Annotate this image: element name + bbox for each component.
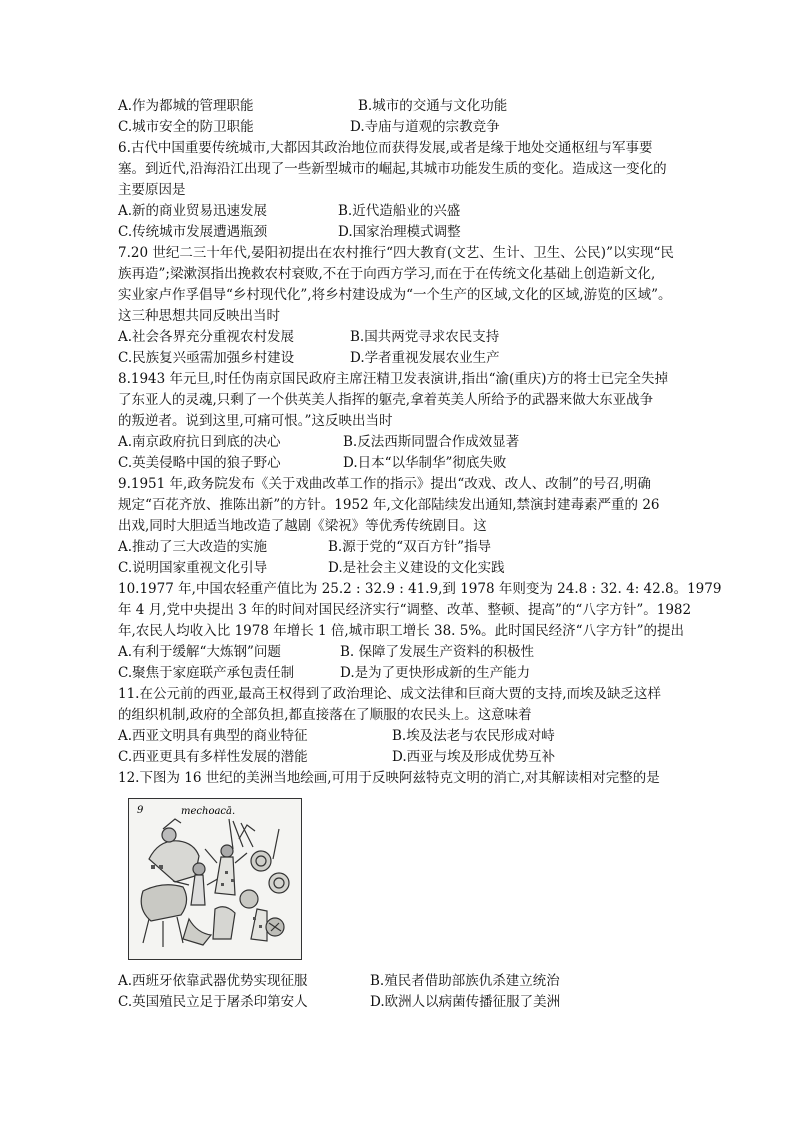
q8-stem-line-3: 的叛逆者。说到这里,可痛可恨。”这反映出当时: [118, 413, 393, 429]
q9-option-d[interactable]: D.是社会主义建设的文化实践: [328, 560, 505, 576]
q7-stem-line-3: 实业家卢作孚倡导“乡村现代化”,将乡村建设成为“一个生产的区域,文化的区域,游览的区域”。: [118, 287, 672, 303]
q9-option-c[interactable]: C.说明国家重视文化引导: [118, 560, 268, 576]
q11-option-c[interactable]: C.西亚更具有多样性发展的潜能: [118, 749, 308, 765]
q9-stem-line-1: 9.1951 年,政务院发布《关于戏曲改革工作的指示》提出“改戏、改人、改制”的号召,明确: [118, 476, 651, 492]
q11-stem-line-1: 11.在公元前的西亚,最高王权得到了政治理论、成文法律和巨商大贾的支持,而埃及缺乏这样: [118, 686, 662, 702]
q12-option-c[interactable]: C.英国殖民立足于屠杀印第安人: [118, 994, 308, 1010]
q8-option-a[interactable]: A.南京政府抗日到底的决心: [118, 434, 281, 450]
q6-stem-line-1: 6.古代中国重要传统城市,大都因其政治地位而获得发展,或者是缘于地处交通枢纽与军事要: [118, 140, 653, 156]
q11-stem-line-2: 的组织机制,政府的全部负担,都直接落在了顺服的农民头上。这意味着: [118, 707, 532, 723]
q5-option-a[interactable]: A.作为都城的管理职能: [118, 98, 254, 114]
figure-caption: mechoacā.: [181, 806, 236, 817]
q12-option-b[interactable]: B.殖民者借助部族仇杀建立统治: [370, 973, 560, 989]
q11-option-a[interactable]: A.西亚文明具有典型的商业特征: [118, 728, 308, 744]
q8-option-b[interactable]: B.反法西斯同盟合作成效显著: [343, 434, 520, 450]
q7-stem-line-2: 族再造”;梁漱溟指出挽救农村衰败,不在于向西方学习,而在于在传统文化基础上创造新文化,: [118, 266, 656, 282]
figure-number: 9: [137, 805, 144, 816]
q9-stem-line-3: 出戏,同时大胆适当地改造了越剧《梁祝》等优秀传统剧目。这: [118, 518, 487, 534]
q6-option-a[interactable]: A.新的商业贸易迅速发展: [118, 203, 268, 219]
q7-option-b[interactable]: B.国共两党寻求农民支持: [350, 329, 500, 345]
q8-option-c[interactable]: C.英美侵略中国的狼子野心: [118, 455, 281, 471]
codex-drawing: [129, 799, 301, 959]
q10-option-b[interactable]: B. 保障了发展生产资料的积极性: [340, 644, 535, 660]
q6-option-c[interactable]: C.传统城市发展遭遇瓶颈: [118, 224, 268, 240]
q10-option-c[interactable]: C.聚焦于家庭联产承包责任制: [118, 665, 295, 681]
aztec-codex-illustration: [128, 798, 302, 960]
q10-stem-line-1: 10.1977 年,中国农轻重产值比为 25.2 : 32.9 : 41.9,到 1978 年则变为 24.8 : 32. 4: 42.8。1979: [118, 581, 722, 597]
q11-option-b[interactable]: B.埃及法老与农民形成对峙: [392, 728, 555, 744]
q5-option-d[interactable]: D.寺庙与道观的宗教竞争: [350, 119, 500, 135]
q8-option-d[interactable]: D.日本“以华制华”彻底失败: [343, 455, 507, 471]
q11-option-d[interactable]: D.西亚与埃及形成优势互补: [392, 749, 556, 765]
q7-option-d[interactable]: D.学者重视发展农业生产: [350, 350, 500, 366]
q10-stem-line-2: 年 4 月,党中央提出 3 年的时间对国民经济实行“调整、改革、整顿、提高”的“八字方针”。1982: [118, 602, 692, 618]
q5-option-b[interactable]: B.城市的交通与文化功能: [358, 98, 508, 114]
q7-stem-line-4: 这三种思想共同反映出当时: [118, 308, 280, 324]
q7-option-c[interactable]: C.民族复兴亟需加强乡村建设: [118, 350, 295, 366]
q6-option-d[interactable]: D.国家治理模式调整: [338, 224, 461, 240]
q9-stem-line-2: 规定“百花齐放、推陈出新”的方针。1952 年,文化部陆续发出通知,禁演封建毒素严重的 26: [118, 497, 660, 513]
q6-stem-line-2: 塞。到近代,沿海沿江出现了一些新型城市的崛起,其城市功能发生质的变化。造成这一变化的: [118, 161, 667, 177]
q7-option-a[interactable]: A.社会各界充分重视农村发展: [118, 329, 295, 345]
q5-option-c[interactable]: C.城市安全的防卫职能: [118, 119, 254, 135]
q6-stem-line-3: 主要原因是: [118, 182, 186, 198]
q10-stem-line-3: 年,农民人均收入比 1978 年增长 1 倍,城市职工增长 38. 5%。此时国民经济“八字方针”的提出: [118, 623, 684, 639]
q9-option-b[interactable]: B.源于党的“双百方针”指导: [328, 539, 492, 555]
q12-stem-line-1: 12.下图为 16 世纪的美洲当地绘画,可用于反映阿兹特克文明的消亡,对其解读相对完整的是: [118, 770, 660, 786]
q8-stem-line-2: 了东亚人的灵魂,只剩了一个供英美人指挥的躯壳,拿着英美人所给予的武器来做大东亚战争: [118, 392, 654, 408]
q7-stem-line-1: 7.20 世纪二三十年代,晏阳初提出在农村推行“四大教育(文艺、生计、卫生、公民)”以实现“民: [118, 245, 674, 261]
q12-option-a[interactable]: A.西班牙依靠武器优势实现征服: [118, 973, 308, 989]
q12-option-d[interactable]: D.欧洲人以病菌传播征服了美洲: [370, 994, 561, 1010]
q10-option-a[interactable]: A.有利于缓解“大炼钢”问题: [118, 644, 281, 660]
q6-option-b[interactable]: B.近代造船业的兴盛: [338, 203, 461, 219]
q10-option-d[interactable]: D.是为了更快形成新的生产能力: [340, 665, 531, 681]
q8-stem-line-1: 8.1943 年元旦,时任伪南京国民政府主席汪精卫发表演讲,指出“渝(重庆)方的将士已完全失掉: [118, 371, 669, 387]
q9-option-a[interactable]: A.推动了三大改造的实施: [118, 539, 268, 555]
